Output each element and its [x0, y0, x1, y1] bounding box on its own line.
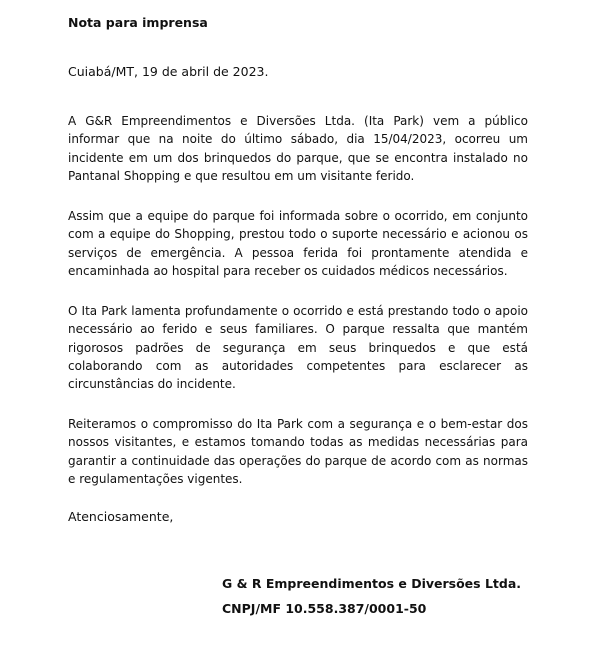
- signature-cnpj: CNPJ/MF 10.558.387/0001-50: [222, 601, 427, 616]
- paragraph-response: Assim que a equipe do parque foi informada sobre o ocorrido, em conjunto com a equipe do Shopping, prestou todo o suporte necessário e acionou os serviços de emergência. A pessoa ferida foi prontamente atendida e encaminhada ao hospital para receber os cuidados médicos necessários.: [68, 209, 528, 278]
- paragraph-incident: A G&R Empreendimentos e Diversões Ltda. (Ita Park) vem a público informar que na noite do último sábado, dia 15/04/2023, ocorreu um incidente em um dos brinquedos do parque, que se encontra instalado no Pantanal Shopping e que resultou em um visitante ferido.: [68, 114, 528, 183]
- paragraph-regret: O Ita Park lamenta profundamente o ocorrido e está prestando todo o apoio necessário ao ferido e seus familiares. O parque ressalta que mantém rigorosos padrões de segurança em seus brinquedos e que está colaborando com as autoridades competentes para esclarecer as circunstâncias do incidente.: [68, 304, 528, 392]
- closing-salutation: Atenciosamente,: [68, 509, 174, 524]
- signature-company: G & R Empreendimentos e Diversões Ltda.: [222, 576, 522, 591]
- dateline: Cuiabá/MT, 19 de abril de 2023.: [68, 64, 269, 79]
- document-title: Nota para imprensa: [68, 15, 208, 30]
- paragraph-commitment: Reiteramos o compromisso do Ita Park com a segurança e o bem-estar dos nossos visitantes, e estamos tomando todas as medidas necessárias para garantir a continuidade das operações do parque de acordo com as normas e regulamentações vigentes.: [68, 417, 528, 486]
